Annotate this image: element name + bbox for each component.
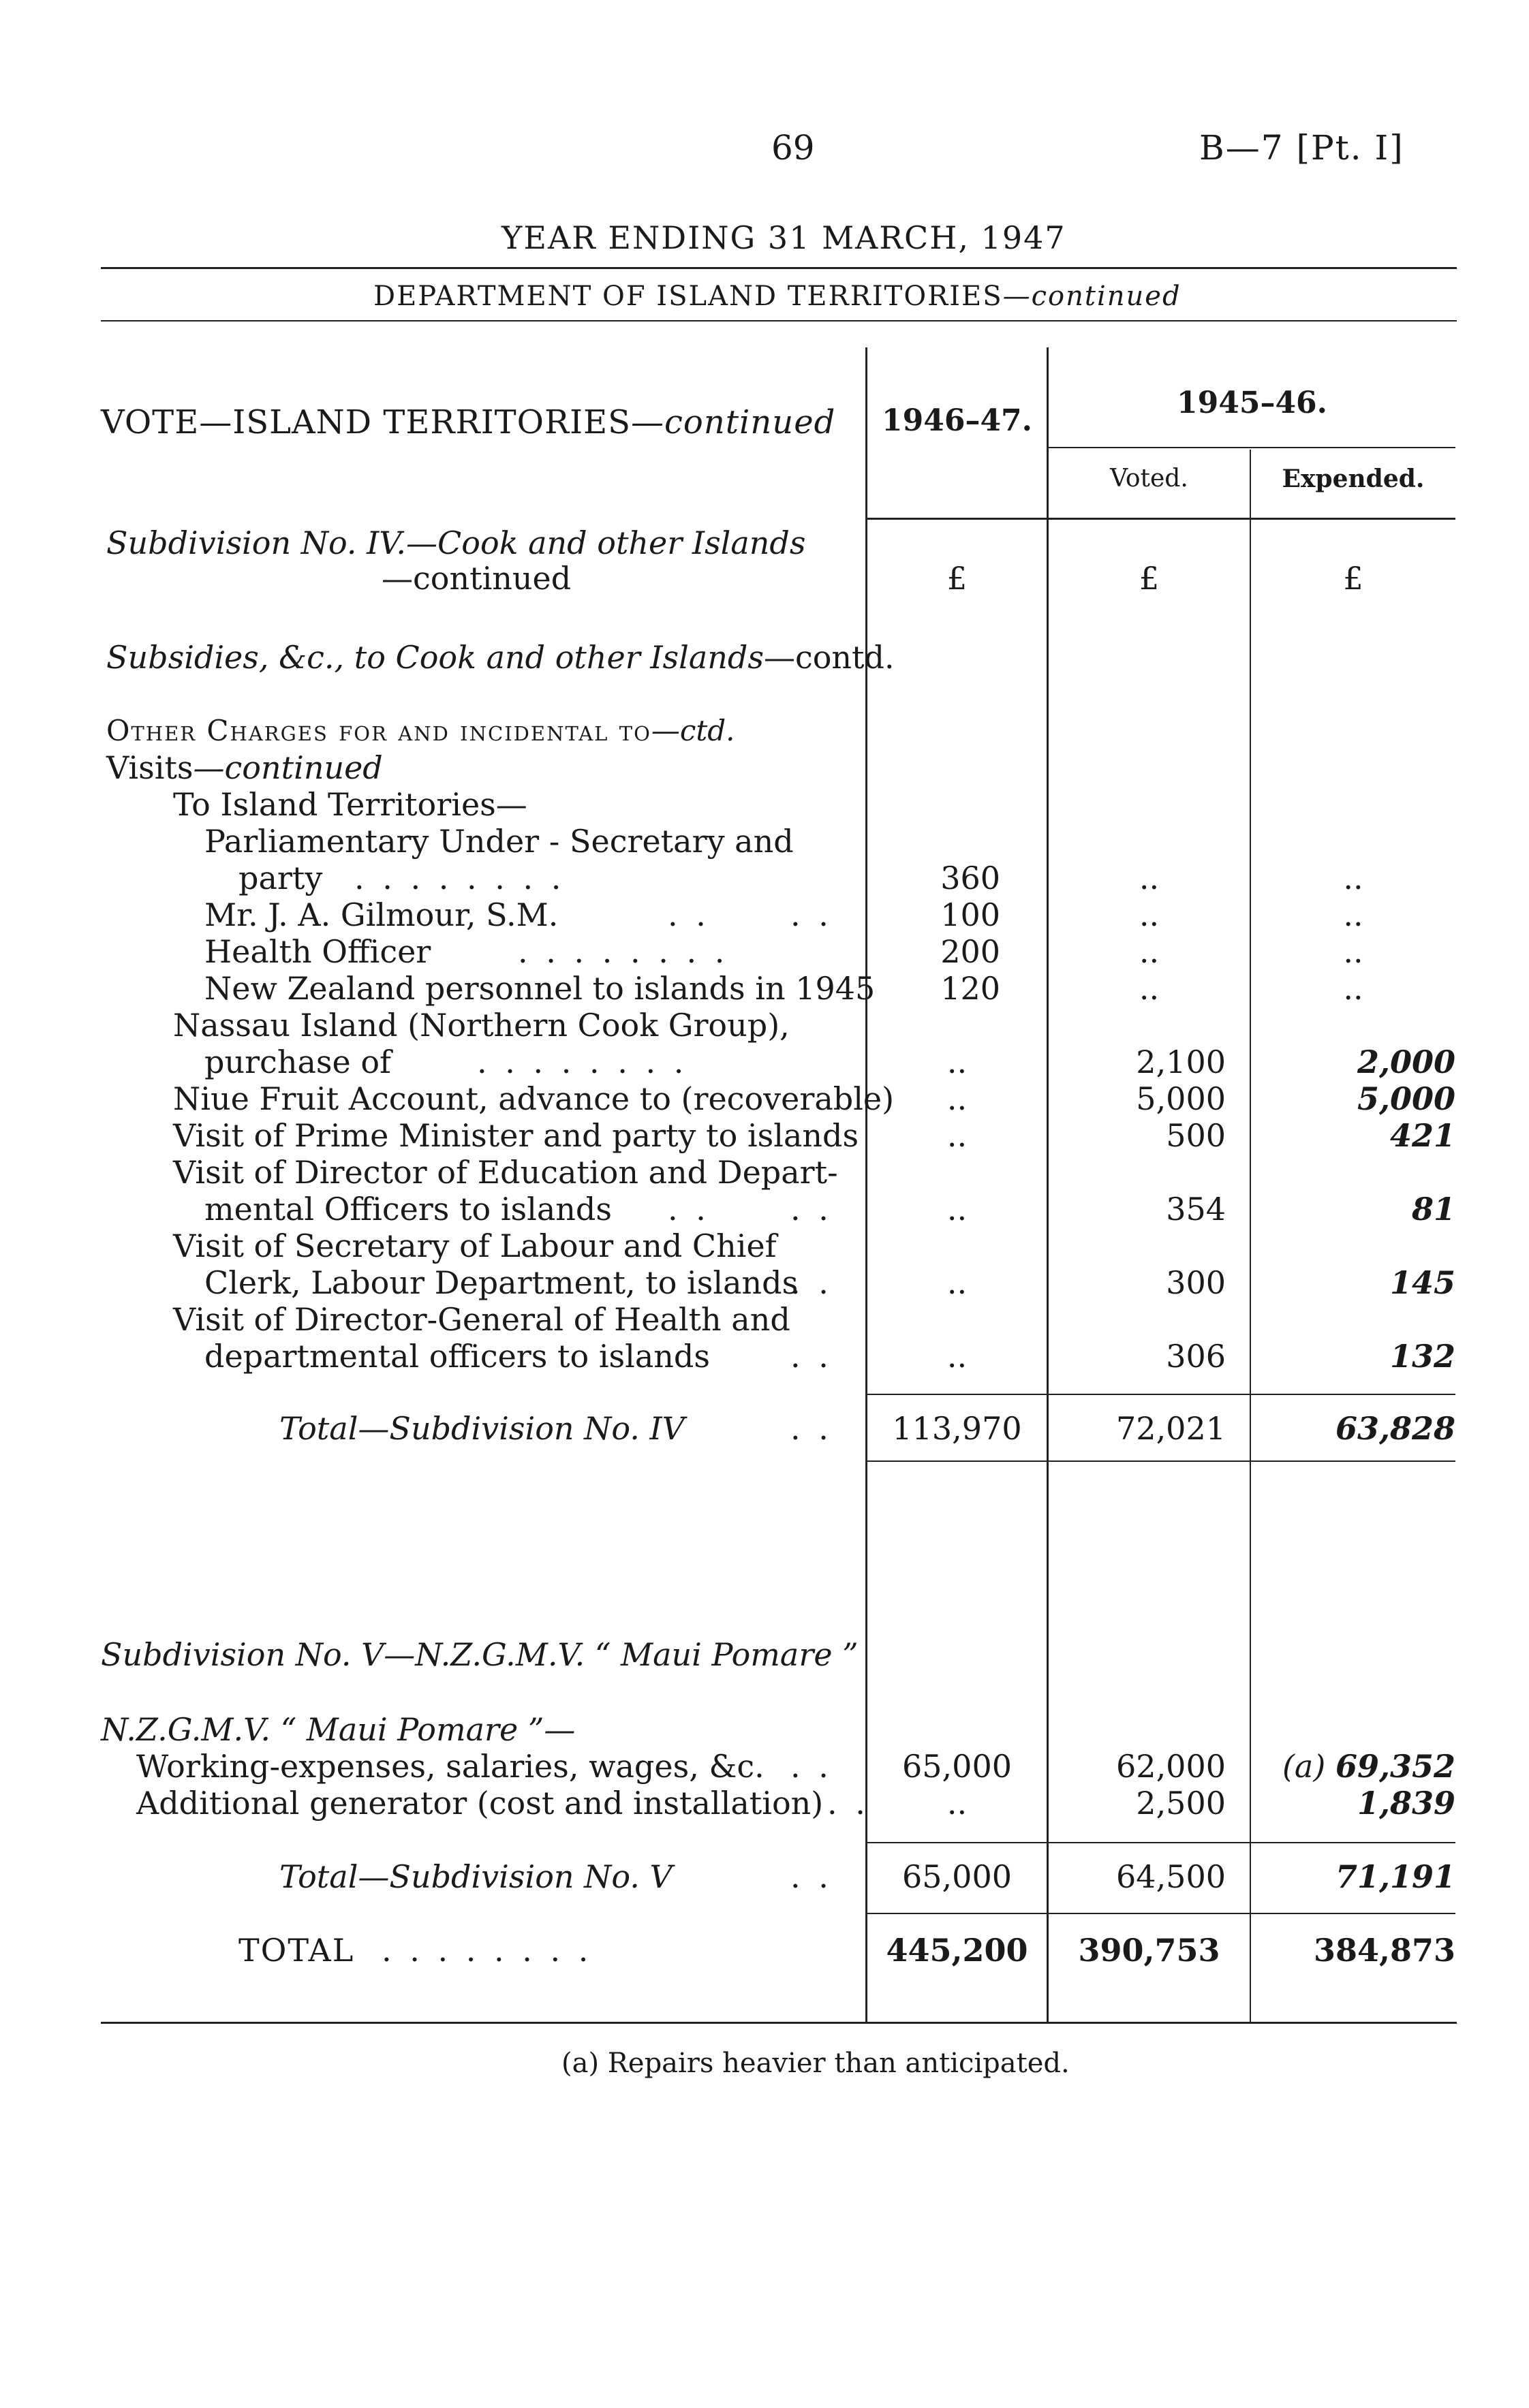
- row-label: Visit of Secretary of Labour and Chief: [173, 1228, 777, 1264]
- column-head-rule: [865, 518, 1455, 520]
- row-1946: ..: [946, 1264, 968, 1301]
- row-leader: . . . . . . . .: [477, 1044, 688, 1080]
- row-label-cont: Clerk, Labour Department, to islands: [204, 1264, 799, 1301]
- total-v-1946: 65,000: [902, 1858, 1012, 1895]
- row-expended: (a) 69,352: [1282, 1748, 1455, 1785]
- row-label-cont: departmental officers to islands: [204, 1338, 710, 1375]
- row-voted: ..: [1139, 933, 1160, 970]
- row-leader: . . . . . . . .: [518, 933, 729, 970]
- row-1946: ..: [946, 1080, 968, 1117]
- total-v-top-rule: [865, 1842, 1455, 1843]
- total-iv-expended: 63,828: [1335, 1410, 1455, 1447]
- row-leader: . .: [790, 1748, 833, 1785]
- row-expended: 5,000: [1357, 1080, 1455, 1117]
- row-expended: 2,000: [1357, 1044, 1455, 1080]
- row-label: Visit of Prime Minister and party to islands: [173, 1117, 859, 1154]
- row-1946: 200: [940, 933, 1000, 970]
- row-1946: 120: [940, 970, 1000, 1007]
- row-expended: ..: [1343, 896, 1363, 933]
- row-leader: . .: [668, 1191, 710, 1228]
- row-voted: 354: [1166, 1191, 1226, 1228]
- subdivision-iv-heading: Subdivision No. IV.—Cook and other Islands: [106, 525, 806, 561]
- total-v-bottom-rule: [865, 1913, 1455, 1914]
- row-label: New Zealand personnel to islands in 1945: [204, 970, 876, 1007]
- page-number: 69: [771, 128, 815, 168]
- year-title: YEAR ENDING 31 MARCH, 1947: [501, 219, 1066, 256]
- row-leader: . .: [790, 1191, 833, 1228]
- row-leader: . .: [790, 1410, 833, 1447]
- row-1946: ..: [946, 1785, 968, 1821]
- total-v-label: Total—Subdivision No. V: [279, 1858, 673, 1895]
- department-rule: [101, 320, 1457, 322]
- currency-voted: £: [1139, 560, 1160, 597]
- subsidies-heading: Subsidies, &c., to Cook and other Islands—contd.: [106, 639, 895, 676]
- row-label-cont: party: [238, 860, 323, 896]
- row-voted: 306: [1166, 1338, 1226, 1375]
- grand-total-expended: 384,873: [1313, 1932, 1455, 1969]
- to-island-heading: To Island Territories—: [173, 786, 527, 823]
- row-label: Working-expenses, salaries, wages, &c.: [136, 1748, 764, 1785]
- row-leader: . .: [790, 1858, 833, 1895]
- row-label: Visit of Director-General of Health and: [173, 1301, 790, 1338]
- column-1946-47: 1946–47.: [881, 403, 1032, 438]
- row-1946: ..: [946, 1338, 968, 1375]
- currency-expended: £: [1343, 560, 1363, 597]
- grand-total-voted: 390,753: [1078, 1932, 1220, 1969]
- row-leader: . .: [790, 896, 833, 933]
- row-label: Visit of Director of Education and Depart-: [173, 1154, 838, 1191]
- row-1946: ..: [946, 1117, 968, 1154]
- header-rule: [101, 267, 1457, 269]
- subdivision-v-heading: Subdivision No. V—N.Z.G.M.V. “ Maui Pomare ”: [101, 1636, 859, 1673]
- grand-total-1946: 445,200: [886, 1932, 1028, 1969]
- row-leader: . . . . . . . .: [382, 1932, 593, 1969]
- row-leader: . .: [790, 1338, 833, 1375]
- subdivision-iv-continued: —continued: [382, 560, 572, 597]
- currency-1946: £: [946, 560, 968, 597]
- row-voted: ..: [1139, 896, 1160, 933]
- grand-total-label: TOTAL: [238, 1932, 355, 1969]
- total-iv-bottom-rule: [865, 1460, 1455, 1462]
- row-voted: 500: [1166, 1117, 1226, 1154]
- row-expended: 1,839: [1357, 1785, 1455, 1821]
- row-voted: 62,000: [1116, 1748, 1226, 1785]
- total-iv-top-rule: [865, 1394, 1455, 1395]
- column-voted: Voted.: [1110, 465, 1188, 492]
- row-voted: 2,500: [1136, 1785, 1226, 1821]
- row-1946: 65,000: [902, 1748, 1012, 1785]
- footnote: (a) Repairs heavier than anticipated.: [561, 2048, 1070, 2079]
- row-label: Nassau Island (Northern Cook Group),: [173, 1007, 790, 1044]
- other-charges-heading: Other Charges for and incidental to—ctd.: [106, 714, 735, 747]
- row-voted: ..: [1139, 860, 1160, 896]
- total-iv-1946: 113,970: [892, 1410, 1022, 1447]
- row-expended: 81: [1411, 1191, 1455, 1228]
- row-voted: 5,000: [1136, 1080, 1226, 1117]
- row-1946: ..: [946, 1191, 968, 1228]
- row-expended: 132: [1389, 1338, 1455, 1375]
- total-v-expended: 71,191: [1335, 1858, 1455, 1895]
- row-voted: 2,100: [1136, 1044, 1226, 1080]
- visits-heading: Visits—continued: [106, 749, 383, 786]
- document-reference: B—7 [Pt. I]: [1199, 128, 1404, 168]
- header-split-rule: [1047, 447, 1455, 448]
- nzgmv-heading: N.Z.G.M.V. “ Maui Pomare ”—: [101, 1711, 576, 1748]
- department-title: DEPARTMENT OF ISLAND TERRITORIES—continued: [373, 281, 1182, 312]
- column-expended: Expended.: [1282, 465, 1425, 493]
- row-leader: . . . . . . . .: [354, 860, 566, 896]
- vote-title: VOTE—ISLAND TERRITORIES—continued: [101, 403, 836, 441]
- row-expended: ..: [1343, 970, 1363, 1007]
- row-expended: ..: [1343, 933, 1363, 970]
- row-label: Parliamentary Under - Secretary and: [204, 823, 794, 860]
- row-leader: . .: [790, 1264, 833, 1301]
- total-iv-voted: 72,021: [1116, 1410, 1226, 1447]
- row-expended: 145: [1389, 1264, 1455, 1301]
- row-label: Mr. J. A. Gilmour, S.M.: [204, 896, 559, 933]
- total-iv-label: Total—Subdivision No. IV: [279, 1410, 685, 1447]
- row-1946: ..: [946, 1044, 968, 1080]
- row-label-cont: mental Officers to islands: [204, 1191, 612, 1228]
- row-voted: ..: [1139, 970, 1160, 1007]
- row-expended: 421: [1389, 1117, 1455, 1154]
- row-1946: 360: [940, 860, 1000, 896]
- row-label-cont: purchase of: [204, 1044, 392, 1080]
- row-leader: . .: [827, 1785, 869, 1821]
- total-v-voted: 64,500: [1116, 1858, 1226, 1895]
- row-label: Additional generator (cost and installation): [136, 1785, 824, 1821]
- row-1946: 100: [940, 896, 1000, 933]
- column-1945-46: 1945–46.: [1176, 386, 1327, 420]
- row-expended: ..: [1343, 860, 1363, 896]
- row-leader: . .: [668, 896, 710, 933]
- row-label: Health Officer: [204, 933, 431, 970]
- row-label: Niue Fruit Account, advance to (recoverable): [173, 1080, 895, 1117]
- bottom-rule: [101, 2022, 1457, 2024]
- row-voted: 300: [1166, 1264, 1226, 1301]
